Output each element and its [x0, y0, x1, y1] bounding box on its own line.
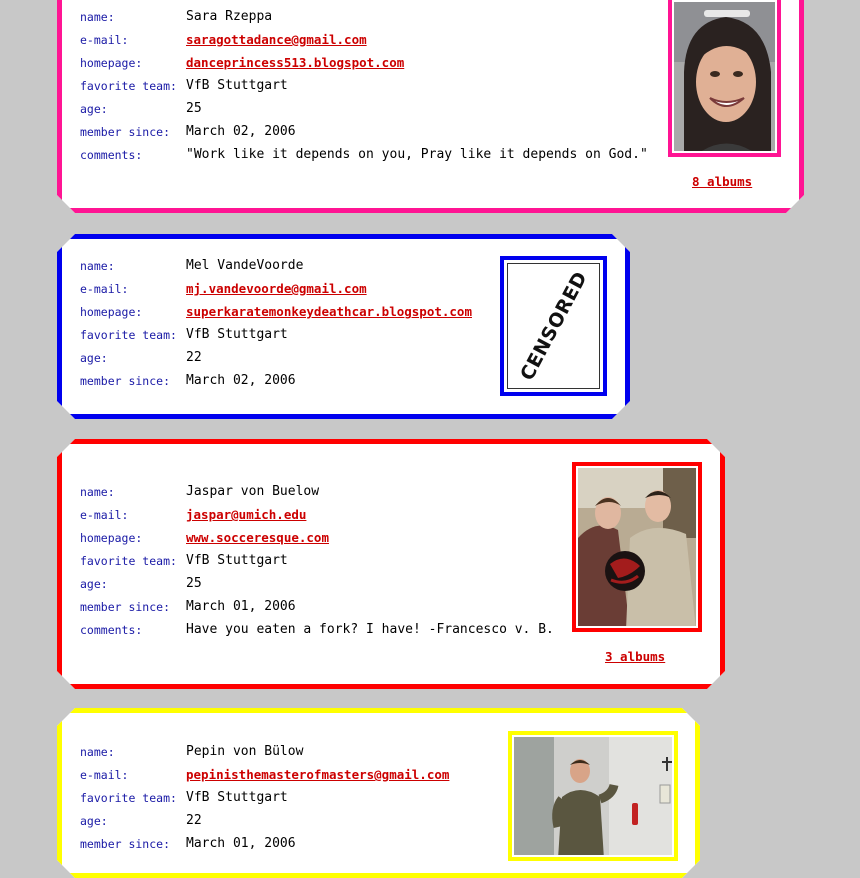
label-email: e-mail:	[80, 282, 129, 296]
homepage-link[interactable]: www.socceresque.com	[186, 530, 329, 545]
homepage-link[interactable]: superkaratemonkeydeathcar.blogspot.com	[186, 304, 472, 319]
group-photo-image	[578, 468, 696, 626]
value-team: VfB Stuttgart	[186, 553, 288, 568]
profile-photo-jaspar[interactable]	[572, 462, 702, 632]
label-team: favorite team:	[80, 79, 177, 93]
profile-photo-mel[interactable]	[500, 256, 607, 396]
value-since: March 02, 2006	[186, 124, 296, 139]
value-age: 22	[186, 350, 202, 365]
photo-image	[514, 737, 672, 855]
label-team: favorite team:	[80, 554, 177, 568]
label-homepage: homepage:	[80, 56, 143, 70]
value-name: Jaspar von Buelow	[186, 484, 320, 499]
label-comments: comments:	[80, 148, 143, 162]
value-team: VfB Stuttgart	[186, 78, 288, 93]
label-name: name:	[80, 745, 115, 759]
label-since: member since:	[80, 374, 171, 388]
value-name: Pepin von Bülow	[186, 744, 304, 759]
portrait-image	[674, 2, 775, 151]
label-age: age:	[80, 351, 108, 365]
label-name: name:	[80, 485, 115, 499]
label-name: name:	[80, 10, 115, 24]
albums-link-jaspar[interactable]: 3 albums	[605, 649, 666, 664]
homepage-link[interactable]: danceprincess513.blogspot.com	[186, 55, 405, 70]
label-team: favorite team:	[80, 328, 177, 342]
label-age: age:	[80, 102, 108, 116]
value-team: VfB Stuttgart	[186, 327, 288, 342]
photo-image	[578, 468, 696, 626]
albums-link-sara[interactable]: 8 albums	[692, 174, 753, 189]
value-age: 25	[186, 576, 202, 591]
value-age: 25	[186, 101, 202, 116]
email-link[interactable]: saragottadance@gmail.com	[186, 32, 367, 47]
label-age: age:	[80, 814, 108, 828]
label-team: favorite team:	[80, 791, 177, 805]
photo-image	[674, 2, 775, 151]
label-homepage: homepage:	[80, 531, 143, 545]
value-name: Mel VandeVoorde	[186, 258, 304, 273]
label-since: member since:	[80, 600, 171, 614]
email-link[interactable]: mj.vandevoorde@gmail.com	[186, 281, 367, 296]
room-photo-image	[514, 737, 672, 855]
profile-photo-sara[interactable]	[668, 0, 781, 157]
value-comments: "Work like it depends on you, Pray like it depends on God."	[186, 147, 648, 162]
value-since: March 01, 2006	[186, 599, 296, 614]
censored-placeholder	[507, 263, 600, 389]
value-comments: Have you eaten a fork? I have! -Francesco v. B.	[186, 622, 554, 637]
profile-photo-pepin[interactable]	[508, 731, 678, 861]
label-since: member since:	[80, 837, 171, 851]
label-email: e-mail:	[80, 768, 129, 782]
email-link[interactable]: pepinisthemasterofmasters@gmail.com	[186, 767, 450, 782]
label-homepage: homepage:	[80, 305, 143, 319]
label-email: e-mail:	[80, 508, 129, 522]
label-name: name:	[80, 259, 115, 273]
value-since: March 02, 2006	[186, 373, 296, 388]
value-age: 22	[186, 813, 202, 828]
value-name: Sara Rzeppa	[186, 9, 273, 24]
label-since: member since:	[80, 125, 171, 139]
label-age: age:	[80, 577, 108, 591]
email-link[interactable]: jaspar@umich.edu	[186, 507, 307, 522]
value-since: March 01, 2006	[186, 836, 296, 851]
label-comments: comments:	[80, 623, 143, 637]
censored-label: CENSORED	[515, 267, 592, 385]
value-team: VfB Stuttgart	[186, 790, 288, 805]
label-email: e-mail:	[80, 33, 129, 47]
